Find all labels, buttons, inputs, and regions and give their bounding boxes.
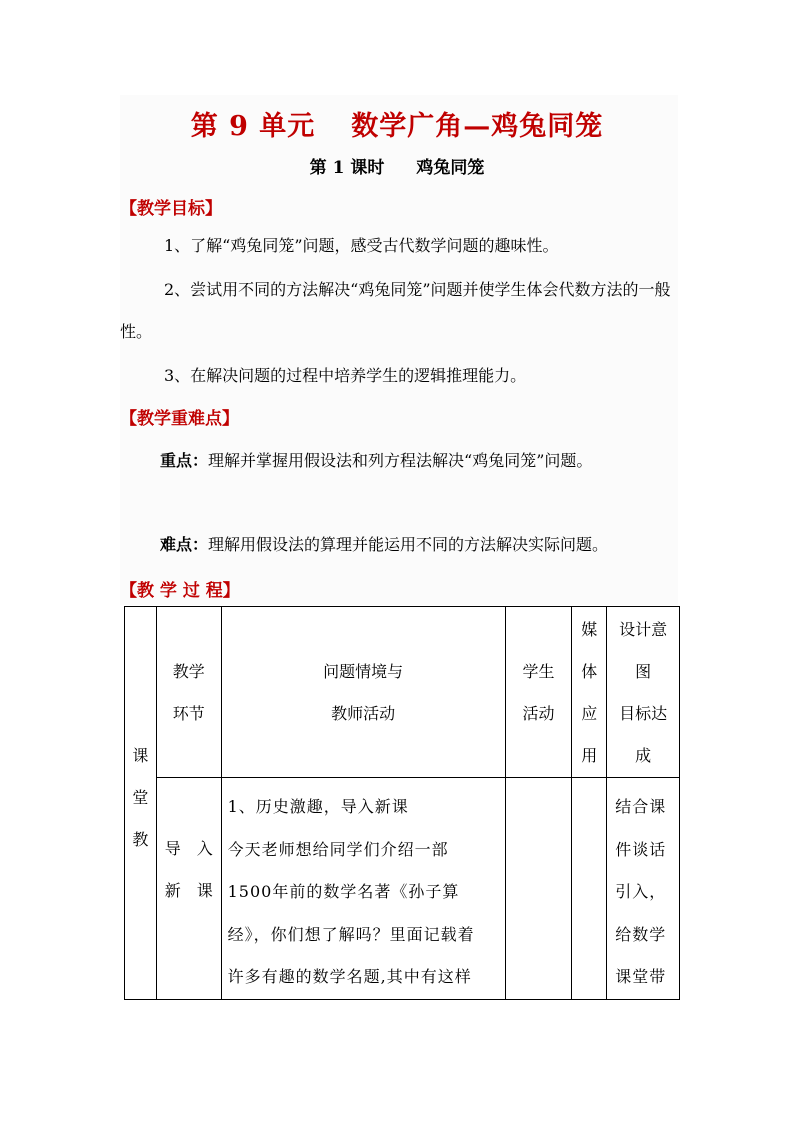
key-points-heading: 【教学重难点】 [120,409,239,429]
header-design-line-3: 目标达 [619,704,668,723]
row-design-line-4: 给数学 [615,924,667,944]
header-main-line-2: 教师活动 [331,704,396,723]
header-student [505,607,572,778]
objective-1: 1、了解“鸡兔同笼”问题，感受古代数学问题的趣味性。 [164,236,559,255]
row-student [505,778,572,1000]
header-design-line-2: 图 [635,662,652,681]
row-design-line-3: 引入， [615,882,667,901]
unit-number: 第 9 单元 [190,111,316,142]
table-row [125,778,680,1000]
header-design [607,607,680,778]
objectives-heading: 【教学目标】 [120,199,222,219]
header-media-char-3: 应 [581,704,598,723]
row-main-line-1: 1、历史激趣，导入新课 [227,797,409,816]
unit-name: 数学广角—鸡兔同笼 [351,111,604,142]
row-design-line-2: 件谈话 [615,839,667,859]
side-char-3: 教 [132,830,149,849]
lesson-name: 鸡兔同笼 [416,158,485,178]
row-stage-line-1: 导 入 [164,839,213,858]
header-student-line-1: 学生 [522,662,555,681]
objective-2: 2、尝试用不同的方法解决“鸡兔同笼”问题并使学生体会代数方法的一般性。 [120,280,671,341]
row-main-line-4: 经》，你们想了解吗？里面记载着 [227,924,475,944]
row-main-line-3: 1500年前的数学名著《孙子算 [227,882,460,901]
process-table [124,606,680,1000]
key-point-label: 重点： [160,451,209,470]
unit-title [0,104,794,143]
difficult-point-label: 难点： [160,535,209,554]
header-main [221,607,505,778]
side-label-cell [125,607,157,1000]
objective-3: 3、在解决问题的过程中培养学生的逻辑推理能力。 [164,366,527,385]
difficult-point [160,524,680,566]
header-media [572,607,607,778]
header-stage [156,607,221,778]
key-point-text: 理解并掌握用假设法和列方程法解决“鸡兔同笼”问题。 [208,451,593,470]
lesson-number: 第 1 课时 [309,158,385,178]
row-main-line-5: 许多有趣的数学名题,其中有这样 [227,967,472,986]
process-heading: 【教 学 过 程】 [120,581,240,601]
table-header-row [125,607,680,778]
header-stage-line-1: 教学 [172,662,205,681]
lesson-title [0,153,794,178]
row-media [572,778,607,1000]
side-char-1: 课 [132,746,149,765]
row-design-line-1: 结合课 [615,797,667,816]
row-main [221,778,505,1000]
row-stage-line-2: 新 课 [164,881,213,900]
key-point [160,440,680,482]
header-media-char-1: 媒 [581,620,598,639]
row-design-line-5: 课堂带 [615,967,667,986]
side-char-2: 堂 [132,788,149,807]
header-student-line-2: 活动 [522,704,555,723]
row-design [607,778,680,1000]
row-stage [156,778,221,1000]
header-stage-line-2: 环节 [172,704,205,723]
header-design-line-4: 成 [635,746,652,765]
header-media-char-4: 用 [581,746,598,765]
header-media-char-2: 体 [581,662,598,681]
header-main-line-1: 问题情境与 [323,662,404,681]
difficult-point-text: 理解用假设法的算理并能运用不同的方法解决实际问题。 [208,535,609,554]
header-design-line-1: 设计意 [619,620,668,639]
row-main-line-2: 今天老师想给同学们介绍一部 [227,839,449,859]
